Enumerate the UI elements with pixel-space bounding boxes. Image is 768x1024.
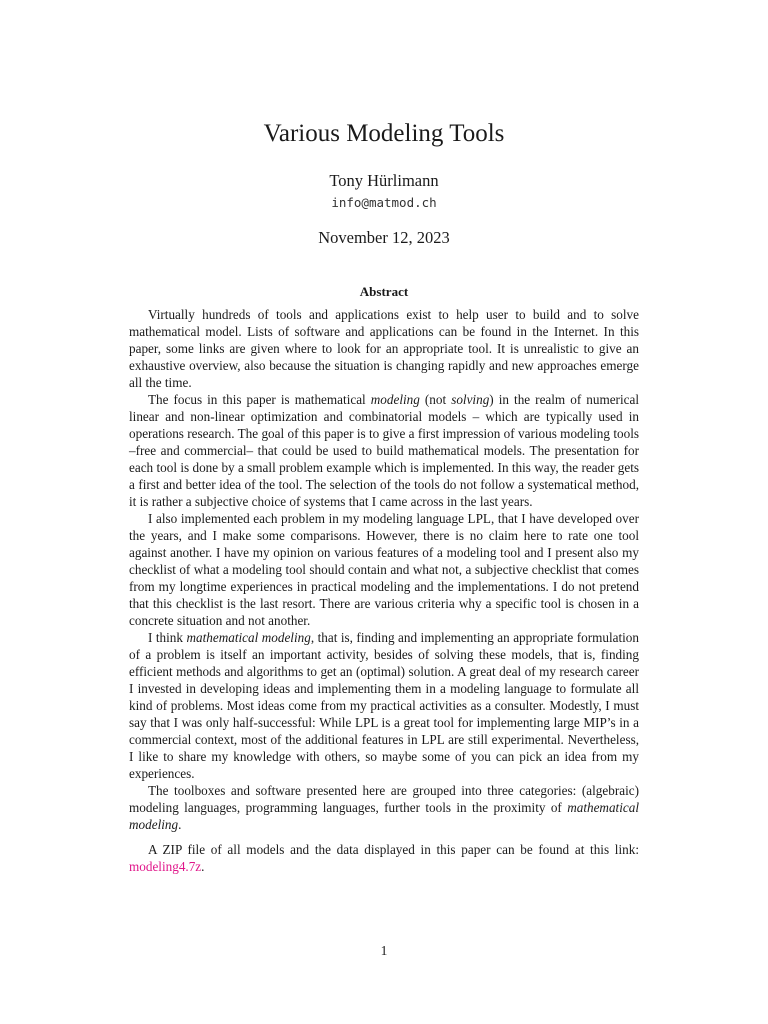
p1-text: Virtually hundreds of tools and applications exist to help user to build and to solve mathematical model. Lists of software and applications can be found in the Internet. In this paper, some links are given where to look for an appropriate tool. It is unrealistic to give an exhaustive overview, also because the situation is changing rapidly and new approaches emerge all the time.	[129, 307, 639, 390]
paper-title: Various Modeling Tools	[263, 120, 505, 147]
abstract-paragraph-6	[129, 841, 639, 875]
p3-text: I also implemented each problem in my modeling language LPL, that I have developed over the years, and I make some comparisons. However, there is no claim here to rate one tool against another. I have my opinion on various features of a modeling tool and I present also my checklist of what a modeling tool should contain and what not, a subjective checklist that comes from my longtime experiences in practical modeling and the implementations. I do not pretend that this checklist is the last resort. There are various criteria why a specific tool is chosen in a concrete situation and not another.	[129, 511, 639, 628]
p2-text-b: (not	[419, 392, 452, 407]
p4-emphasis: mathematical modeling	[186, 630, 311, 645]
author-email: info@matmod.ch	[331, 195, 437, 210]
p6-text-b: .	[201, 859, 205, 874]
p5-text-a: The toolboxes and software presented here are grouped into three categories: (algebraic) modeling languages, programming languages, further tools in the proximity of	[129, 783, 639, 815]
p5-emphasis: mathematical modeling	[129, 800, 639, 832]
p2-text-a: The focus in this paper is mathematical	[148, 392, 371, 407]
p2-emphasis-solving: solving	[451, 392, 490, 407]
abstract-paragraph-5	[129, 782, 639, 833]
abstract-paragraph-3	[129, 510, 639, 629]
p6-text-a: A ZIP file of all models and the data displayed in this paper can be found at this link:	[148, 842, 639, 857]
p5-text-b: .	[178, 817, 182, 832]
abstract-paragraph-1	[129, 306, 639, 391]
abstract-paragraph-2	[129, 391, 639, 510]
p2-emphasis-modeling: modeling	[370, 392, 420, 407]
page-number: 1	[380, 943, 388, 958]
abstract-heading: Abstract	[359, 284, 409, 299]
abstract-body	[129, 306, 639, 875]
zip-download-link[interactable]: modeling4.7z	[129, 859, 202, 874]
author-name: Tony Hürlimann	[329, 171, 439, 190]
p4-text-b: , that is, finding and implementing an appropriate formulation of a problem is itself an important activity, besides of solving these models, that is, finding efficient methods and algorithms to get an (optimal) solution. A great deal of my research career I invested in developing ideas and implementing them in a modeling language to formulate all kind of problems. Most ideas come from my practical activities as a consulter. Modestly, I must say that I was only half-successful: While LPL is a great tool for implementing large MIP’s in a commercial context, most of the additional features in LPL are still experimental. Nevertheless, I like to share my knowledge with others, so maybe some of you can pick an idea from my experiences.	[129, 630, 639, 781]
p2-text-c: ) in the realm of numerical linear and non-linear optimization and combinatorial models – which are typically used in operations research. The goal of this paper is to give a first impression of various modeling tools –free and commercial– that could be used to build mathematical models. The presentation for each tool is done by a small problem example which is implemented. In this way, the reader gets a first and better idea of the tool. The selection of the tools do not follow a systematical method, it is rather a subjective choice of systems that I came across in the last years.	[129, 392, 639, 509]
p4-text-a: I think	[148, 630, 187, 645]
abstract-paragraph-4	[129, 629, 639, 782]
paper-date: November 12, 2023	[318, 228, 450, 247]
